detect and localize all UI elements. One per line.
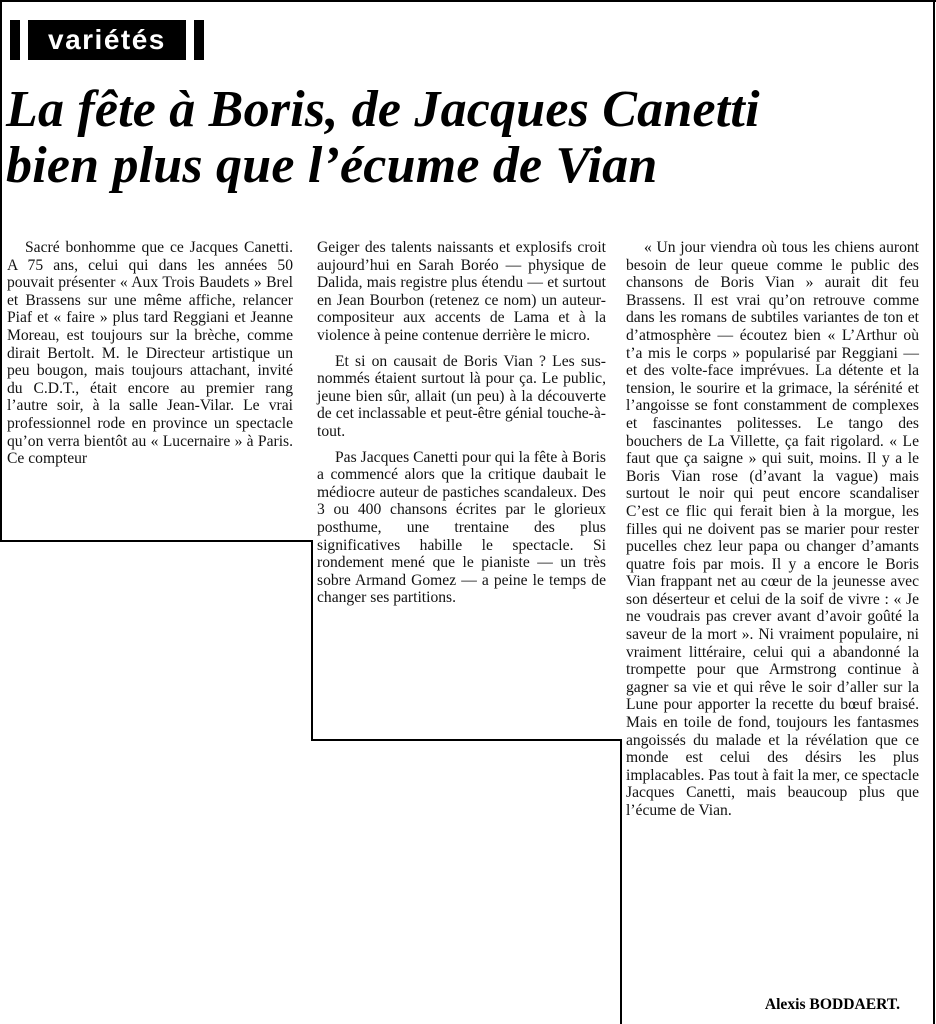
border-left-upper xyxy=(0,0,2,540)
rubric-left-bar xyxy=(10,20,20,60)
headline-line-1: La fête à Boris, de Jacques Canetti xyxy=(6,81,760,138)
author-signature: Alexis BODDAERT. xyxy=(764,996,900,1013)
article-column-1 xyxy=(7,239,293,468)
rubric-right-bar xyxy=(194,20,204,60)
border-step-2-horizontal xyxy=(311,739,621,741)
border-top xyxy=(0,0,936,2)
column2-paragraph-1: Geiger des talents naissants et explosifs croit aujourd’hui en Sarah Boréo — physique de Dalida, mais registre plus étendu — et surtout en Jean Bourbon (retenez ce nom) un auteur-compositeur aux accents de Lama et à la violence à peine contenue derrière le micro. xyxy=(317,239,606,344)
border-step-1-vertical xyxy=(311,540,313,740)
column2-paragraph-2: Et si on causait de Boris Vian ? Les sus-nommés étaient surtout là pour ça. Le public, jeune bien sûr, allait (un peu) à la découverte de cet inclassable et peut-être génial touche-à-tout. xyxy=(317,352,606,440)
border-step-2-vertical xyxy=(620,739,622,1024)
headline-line-2: bien plus que l’écume de Vian xyxy=(6,137,658,194)
border-step-1-horizontal xyxy=(0,540,312,542)
section-rubric xyxy=(10,18,204,62)
border-right xyxy=(933,0,935,1024)
column2-paragraph-3: Pas Jacques Canetti pour qui la fête à Boris a commencé alors que la critique daubait le médiocre auteur de pastiches scandaleux. Des 3 ou 400 chansons écrites par le glorieux posthume, une trentaine des plus significatives habille le spectacle. Si rondement mené que le pianiste — un très sobre Armand Gomez — a peine le temps de changer ses partitions. xyxy=(317,448,606,607)
article-headline xyxy=(6,82,931,194)
column3-paragraph-1: « Un jour viendra où tous les chiens auront besoin de leur queue comme le public des chansons de Boris Vian » aurait dit feu Brassens. Il est vrai qu’on retrouve comme dans les romans de subtiles variantes de ton et d’atmosphère — écoutez bien « L’Arthur où t’a mis le corps » popularisé par Reggiani — et des volte-face imprévues. La détente et la tension, le sourire et la grimace, la sérénité et l’angoisse se font constamment de complexes et fascinantes politesses. Le tango des bouchers de La Villette, ça fait rigolard. « Le faut que ça saigne » qui suit, moins. Il y a le Boris Vian rose (d’avant la vague) mais surtout le noir qui peut encore scandaliser C’est ce flic qui ferait bien à la morgue, les filles qui ne doivent pas se marier pour rester pucelles chez leur papa ou changer d’amants quatre fois par mois. Il y a encore le Boris Vian frappant net au cœur de la jeunesse avec son déserteur et celui de la soif de vivre : « Je ne voudrais pas crever avant d’avoir goûté la saveur de la mort ». Ni vraiment populaire, ni vraiment littéraire, celui qui a abandonné la trompette pour que Armstrong continue à gagner sa vie et qui rêve le soir d’aller sur la Lune pour apporter la recette du bœuf braisé. Mais en toile de fond, toujours les fantasmes angoissés du malade et la révélation que ce monde est celui des désirs les plus implacables. Pas tout à fait la mer, ce spectacle Jacques Canetti, mais beaucoup plus que l’écume de Vian. xyxy=(626,239,919,819)
article-column-3 xyxy=(626,239,919,820)
article-column-2 xyxy=(317,239,606,607)
rubric-label: variétés xyxy=(28,20,186,60)
column1-paragraph-1: Sacré bonhomme que ce Jacques Canetti. A 75 ans, celui qui dans les années 50 pouvait présenter « Aux Trois Baudets » Brel et Brassens sur une même affiche, relancer Piaf et « faire » plus tard Reggiani et Jeanne Moreau, est toujours sur la brèche, comme dirait Bertolt. M. le Directeur artistique un peu bougon, mais toujours attachant, invité du C.D.T., était encore au premier rang l’autre soir, à la salle Jean-Vilar. Le vrai professionnel rode en province un spectacle qu’on verra bientôt au « Lucernaire » à Paris. Ce compteur xyxy=(7,239,293,468)
